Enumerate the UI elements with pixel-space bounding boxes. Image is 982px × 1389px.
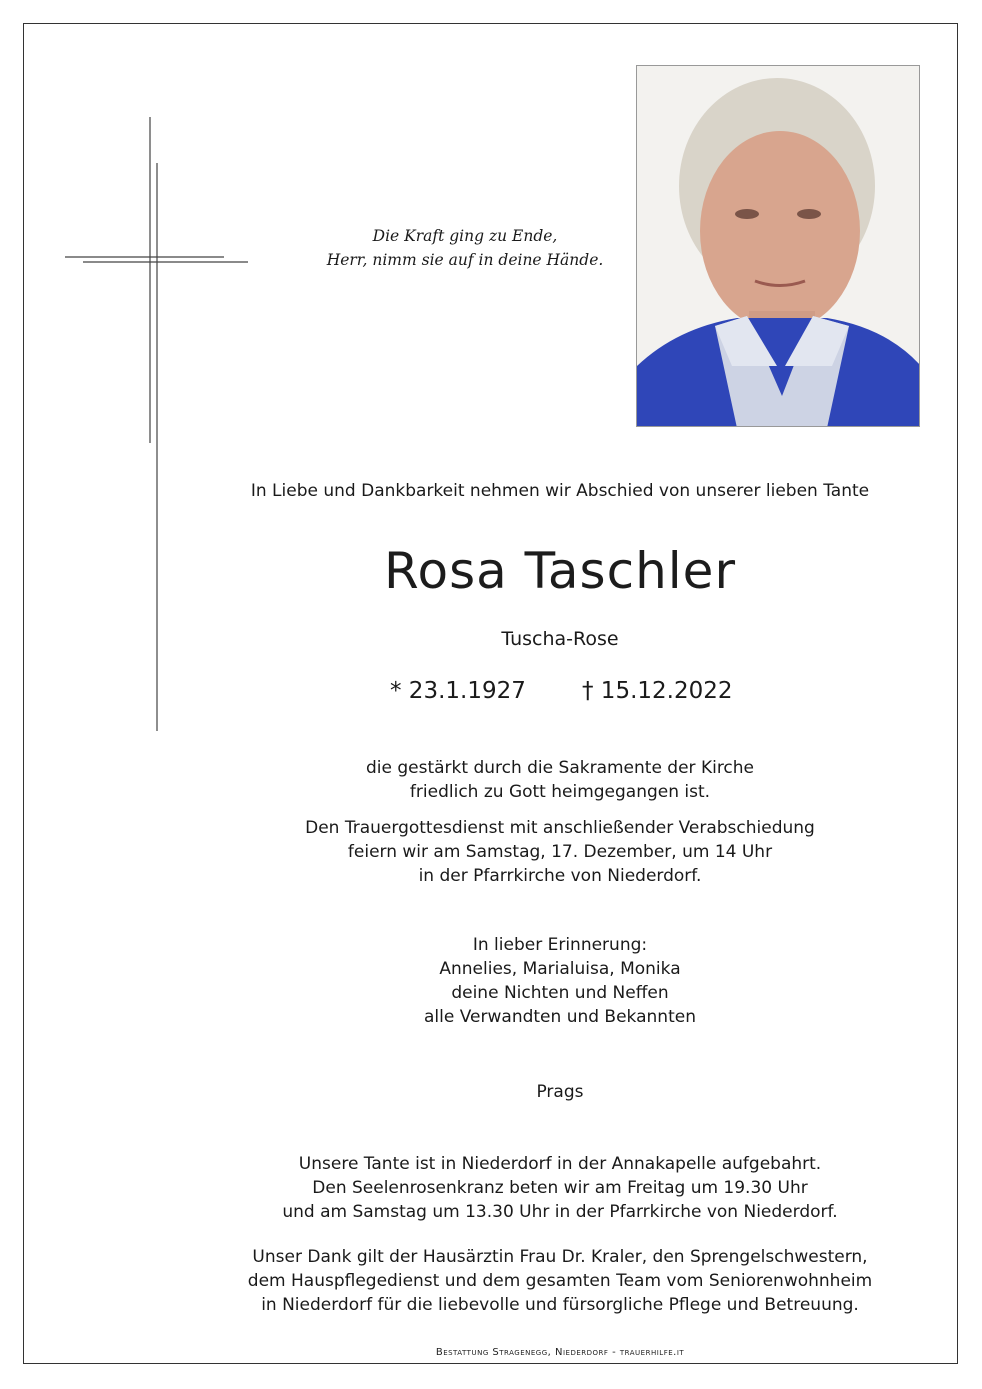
text-line: alle Verwandten und Bekannten xyxy=(424,1007,696,1027)
text-line: dem Hauspflegedienst und dem gesamten Team vom Seniorenwohnheim xyxy=(247,1271,873,1291)
text-line: In lieber Erinnerung: xyxy=(472,935,648,955)
footer-imprint: Bestattung Stragenegg, Niederdorf - trauerhilfe.it xyxy=(435,1347,685,1358)
text-line: Unsere Tante ist in Niederdorf in der Annakapelle aufgebahrt. xyxy=(298,1154,822,1174)
text-line: Den Seelenrosenkranz beten wir am Freitag um 19.30 Uhr xyxy=(312,1178,808,1198)
nickname: Tuscha-Rose xyxy=(501,628,619,650)
thanks-paragraph xyxy=(230,1245,890,1317)
sacraments-paragraph xyxy=(230,756,890,804)
verse-line: Die Kraft ging zu Ende, xyxy=(372,227,558,245)
text-line: Den Trauergottesdienst mit anschließender Verabschiedung xyxy=(305,818,815,838)
funeral-service-paragraph xyxy=(230,816,890,888)
verse xyxy=(300,224,630,272)
text-line: friedlich zu Gott heimgegangen ist. xyxy=(409,782,711,802)
text-line: in Niederdorf für die liebevolle und fürsorgliche Pflege und Betreuung. xyxy=(261,1295,859,1315)
life-dates xyxy=(230,678,890,710)
deceased-name: Rosa Taschler xyxy=(383,542,736,600)
portrait-photo xyxy=(636,65,920,427)
text-line: deine Nichten und Neffen xyxy=(451,983,669,1003)
mourners-list xyxy=(230,933,890,1029)
text-line: Unser Dank gilt der Hausärztin Frau Dr. Kraler, den Sprengelschwestern, xyxy=(252,1247,868,1267)
intro-text: In Liebe und Dankbarkeit nehmen wir Abschied von unserer lieben Tante xyxy=(250,481,870,501)
cross-icon xyxy=(0,0,260,740)
text-line: in der Pfarrkirche von Niederdorf. xyxy=(418,866,702,886)
verse-line: Herr, nimm sie auf in deine Hände. xyxy=(326,251,604,269)
text-line: Annelies, Marialuisa, Monika xyxy=(439,959,681,979)
death-date: † 15.12.2022 xyxy=(582,678,733,704)
text-line: und am Samstag um 13.30 Uhr in der Pfarrkirche von Niederdorf. xyxy=(282,1202,838,1222)
text-line: die gestärkt durch die Sakramente der Kirche xyxy=(365,758,755,778)
place: Prags xyxy=(536,1082,584,1102)
text-line: feiern wir am Samstag, 17. Dezember, um 14 Uhr xyxy=(347,842,773,862)
rosary-paragraph xyxy=(230,1152,890,1224)
birth-date: * 23.1.1927 xyxy=(390,678,526,704)
